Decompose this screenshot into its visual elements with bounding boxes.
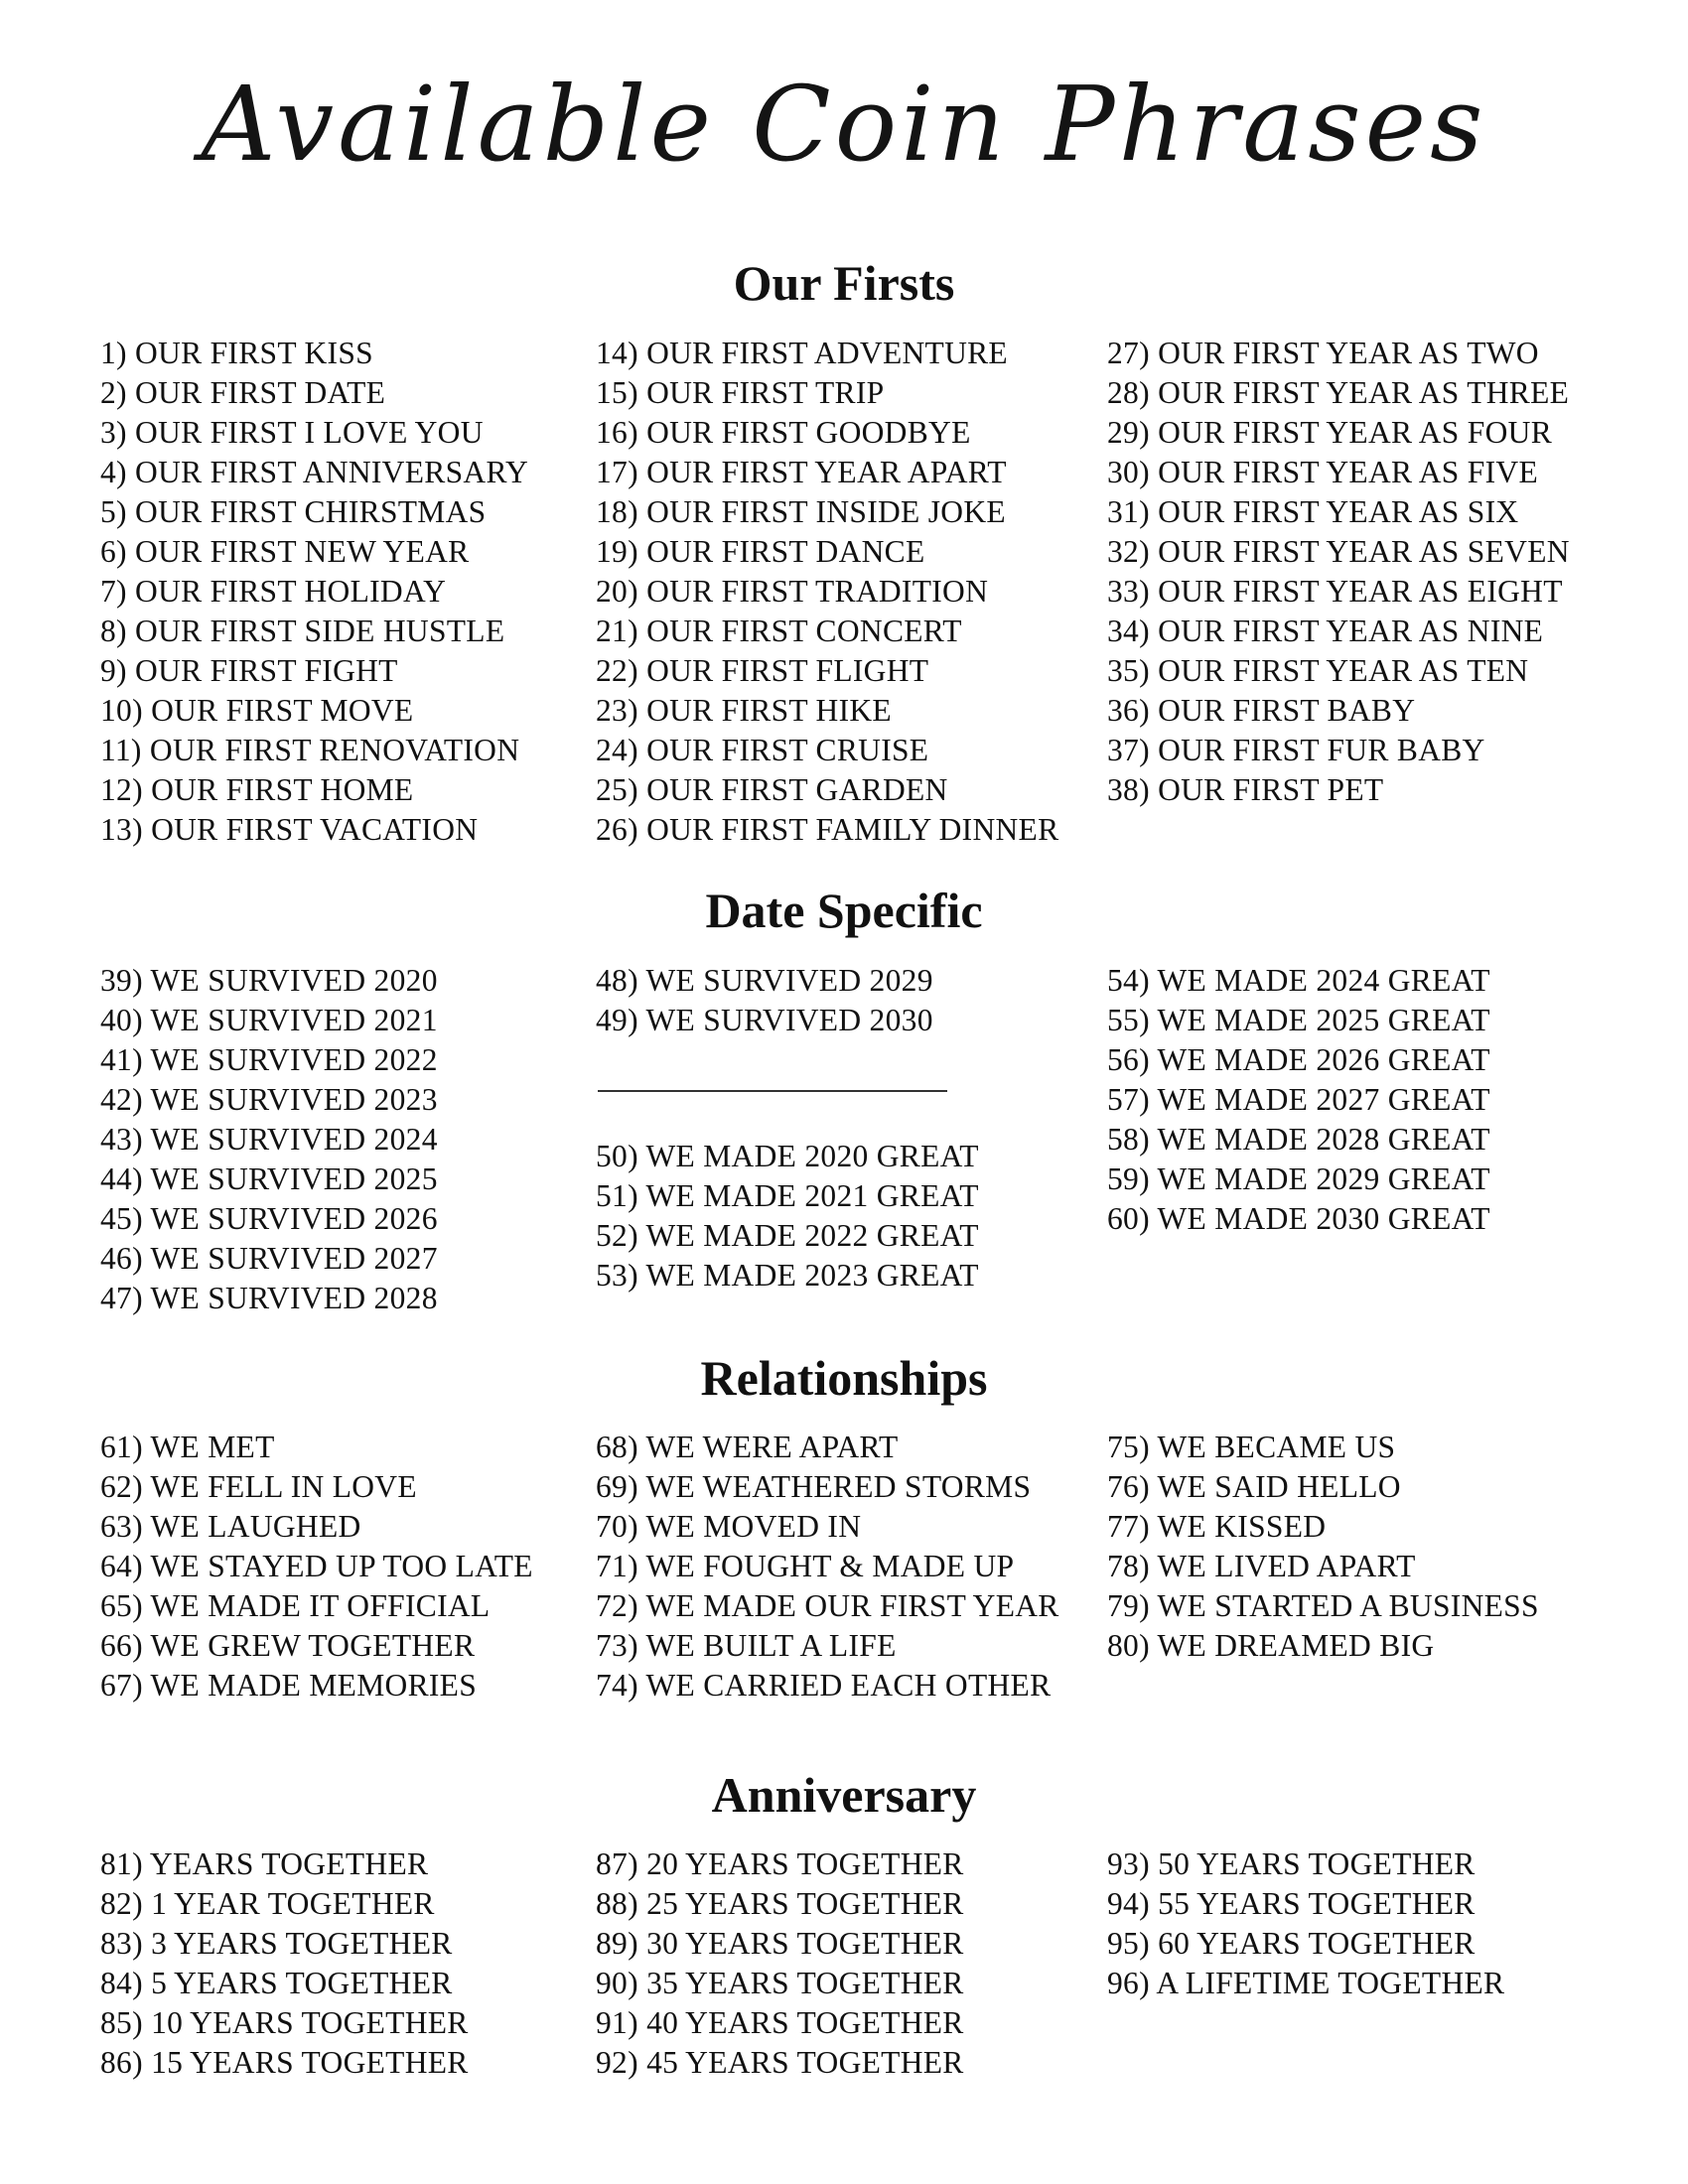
- phrase-item: 80) WE DREAMED BIG: [1107, 1628, 1435, 1663]
- phrase-item: 5) OUR FIRST CHIRSTMAS: [100, 494, 487, 529]
- phrase-item: 61) WE MET: [100, 1430, 275, 1464]
- phrase-item: 14) OUR FIRST ADVENTURE: [596, 336, 1008, 370]
- phrase-item: 66) WE GREW TOGETHER: [100, 1628, 476, 1663]
- anniversary-column-3: [1107, 1844, 1504, 2003]
- phrase-item: 31) OUR FIRST YEAR AS SIX: [1107, 494, 1519, 529]
- phrase-item: 51) WE MADE 2021 GREAT: [596, 1178, 979, 1213]
- phrase-item: 96) A LIFETIME TOGETHER: [1107, 1966, 1505, 2000]
- phrase-item: 33) OUR FIRST YEAR AS EIGHT: [1107, 574, 1563, 609]
- phrase-item: 16) OUR FIRST GOODBYE: [596, 415, 971, 450]
- phrase-item: 45) WE SURVIVED 2026: [100, 1201, 438, 1236]
- phrase-item: 77) WE KISSED: [1107, 1509, 1327, 1544]
- phrase-item: 1) OUR FIRST KISS: [100, 336, 373, 370]
- phrase-item: 56) WE MADE 2026 GREAT: [1107, 1042, 1490, 1077]
- phrase-item: 65) WE MADE IT OFFICIAL: [100, 1588, 491, 1623]
- date-specific-column-2-lower: [596, 1137, 979, 1296]
- phrase-item: 58) WE MADE 2028 GREAT: [1107, 1122, 1490, 1157]
- phrase-item: 25) OUR FIRST GARDEN: [596, 772, 948, 807]
- phrase-item: 9) OUR FIRST FIGHT: [100, 653, 398, 688]
- phrase-item: 87) 20 YEARS TOGETHER: [596, 1846, 964, 1881]
- phrase-item: 54) WE MADE 2024 GREAT: [1107, 963, 1490, 998]
- phrase-item: 89) 30 YEARS TOGETHER: [596, 1926, 964, 1961]
- phrase-item: 13) OUR FIRST VACATION: [100, 812, 479, 847]
- phrase-item: 74) WE CARRIED EACH OTHER: [596, 1668, 1052, 1703]
- phrase-item: 17) OUR FIRST YEAR APART: [596, 455, 1007, 489]
- phrase-item: 93) 50 YEARS TOGETHER: [1107, 1846, 1476, 1881]
- phrase-item: 53) WE MADE 2023 GREAT: [596, 1258, 979, 1293]
- phrase-item: 84) 5 YEARS TOGETHER: [100, 1966, 453, 2000]
- phrase-item: 26) OUR FIRST FAMILY DINNER: [596, 812, 1059, 847]
- phrase-item: 72) WE MADE OUR FIRST YEAR: [596, 1588, 1059, 1623]
- anniversary-column-1: [100, 1844, 469, 2083]
- phrase-item: 4) OUR FIRST ANNIVERSARY: [100, 455, 529, 489]
- phrase-item: 38) OUR FIRST PET: [1107, 772, 1384, 807]
- phrase-item: 2) OUR FIRST DATE: [100, 375, 386, 410]
- phrase-item: 44) WE SURVIVED 2025: [100, 1161, 438, 1196]
- anniversary-column-2: [596, 1844, 964, 2083]
- phrase-item: 36) OUR FIRST BABY: [1107, 693, 1416, 728]
- phrase-item: 62) WE FELL IN LOVE: [100, 1469, 417, 1504]
- phrase-item: 22) OUR FIRST FLIGHT: [596, 653, 929, 688]
- phrase-item: 94) 55 YEARS TOGETHER: [1107, 1886, 1476, 1921]
- phrase-item: 75) WE BECAME US: [1107, 1430, 1396, 1464]
- phrase-item: 15) OUR FIRST TRIP: [596, 375, 885, 410]
- phrase-item: 39) WE SURVIVED 2020: [100, 963, 438, 998]
- phrase-item: 55) WE MADE 2025 GREAT: [1107, 1003, 1490, 1037]
- phrase-item: 71) WE FOUGHT & MADE UP: [596, 1549, 1015, 1583]
- column-divider-line: [598, 1090, 947, 1092]
- phrase-item: 69) WE WEATHERED STORMS: [596, 1469, 1032, 1504]
- phrase-item: 50) WE MADE 2020 GREAT: [596, 1139, 979, 1173]
- phrase-item: 37) OUR FIRST FUR BABY: [1107, 733, 1485, 767]
- phrase-item: 59) WE MADE 2029 GREAT: [1107, 1161, 1490, 1196]
- section-heading-our-firsts: Our Firsts: [733, 255, 955, 311]
- phrase-item: 67) WE MADE MEMORIES: [100, 1668, 478, 1703]
- phrase-item: 64) WE STAYED UP TOO LATE: [100, 1549, 533, 1583]
- phrase-item: 11) OUR FIRST RENOVATION: [100, 733, 520, 767]
- phrase-item: 8) OUR FIRST SIDE HUSTLE: [100, 614, 505, 648]
- phrase-item: 40) WE SURVIVED 2021: [100, 1003, 438, 1037]
- phrase-item: 82) 1 YEAR TOGETHER: [100, 1886, 435, 1921]
- phrase-item: 92) 45 YEARS TOGETHER: [596, 2045, 964, 2080]
- phrase-item: 42) WE SURVIVED 2023: [100, 1082, 438, 1117]
- phrase-item: 20) OUR FIRST TRADITION: [596, 574, 989, 609]
- phrase-item: 41) WE SURVIVED 2022: [100, 1042, 438, 1077]
- phrase-item: 27) OUR FIRST YEAR AS TWO: [1107, 336, 1539, 370]
- phrase-item: 63) WE LAUGHED: [100, 1509, 361, 1544]
- our-firsts-column-2: [596, 334, 1058, 850]
- phrase-item: 60) WE MADE 2030 GREAT: [1107, 1201, 1490, 1236]
- phrase-item: 32) OUR FIRST YEAR AS SEVEN: [1107, 534, 1570, 569]
- phrase-item: 30) OUR FIRST YEAR AS FIVE: [1107, 455, 1538, 489]
- section-heading-relationships: Relationships: [700, 1350, 988, 1406]
- phrase-item: 68) WE WERE APART: [596, 1430, 899, 1464]
- section-heading-date-specific: Date Specific: [705, 883, 983, 938]
- phrase-item: 70) WE MOVED IN: [596, 1509, 862, 1544]
- phrase-item: 48) WE SURVIVED 2029: [596, 963, 933, 998]
- date-specific-column-3: [1107, 961, 1490, 1239]
- phrase-item: 19) OUR FIRST DANCE: [596, 534, 925, 569]
- phrase-item: 28) OUR FIRST YEAR AS THREE: [1107, 375, 1570, 410]
- page-title: Available Coin Phrases: [201, 64, 1487, 185]
- phrase-item: 7) OUR FIRST HOLIDAY: [100, 574, 447, 609]
- relationships-column-1: [100, 1428, 533, 1706]
- date-specific-column-2: [596, 961, 933, 1040]
- phrase-item: 73) WE BUILT A LIFE: [596, 1628, 897, 1663]
- phrase-item: 12) OUR FIRST HOME: [100, 772, 414, 807]
- phrase-item: 46) WE SURVIVED 2027: [100, 1241, 438, 1276]
- section-heading-anniversary: Anniversary: [711, 1767, 977, 1823]
- phrase-item: 18) OUR FIRST INSIDE JOKE: [596, 494, 1006, 529]
- date-specific-column-1: [100, 961, 438, 1318]
- phrase-item: 43) WE SURVIVED 2024: [100, 1122, 438, 1157]
- phrase-item: 52) WE MADE 2022 GREAT: [596, 1218, 979, 1253]
- phrase-item: 90) 35 YEARS TOGETHER: [596, 1966, 964, 2000]
- phrase-item: 81) YEARS TOGETHER: [100, 1846, 429, 1881]
- relationships-column-2: [596, 1428, 1059, 1706]
- phrase-item: 91) 40 YEARS TOGETHER: [596, 2005, 964, 2040]
- phrase-item: 29) OUR FIRST YEAR AS FOUR: [1107, 415, 1553, 450]
- phrase-item: 79) WE STARTED A BUSINESS: [1107, 1588, 1539, 1623]
- phrase-item: 86) 15 YEARS TOGETHER: [100, 2045, 469, 2080]
- our-firsts-column-1: [100, 334, 528, 850]
- our-firsts-column-3: [1107, 334, 1570, 810]
- phrase-item: 57) WE MADE 2027 GREAT: [1107, 1082, 1490, 1117]
- phrase-item: 10) OUR FIRST MOVE: [100, 693, 414, 728]
- relationships-column-3: [1107, 1428, 1539, 1666]
- phrase-item: 76) WE SAID HELLO: [1107, 1469, 1401, 1504]
- phrase-item: 95) 60 YEARS TOGETHER: [1107, 1926, 1476, 1961]
- phrase-item: 83) 3 YEARS TOGETHER: [100, 1926, 453, 1961]
- phrase-item: 3) OUR FIRST I LOVE YOU: [100, 415, 484, 450]
- phrase-item: 6) OUR FIRST NEW YEAR: [100, 534, 470, 569]
- phrase-item: 78) WE LIVED APART: [1107, 1549, 1416, 1583]
- phrase-item: 88) 25 YEARS TOGETHER: [596, 1886, 964, 1921]
- phrase-item: 47) WE SURVIVED 2028: [100, 1281, 438, 1315]
- phrase-item: 34) OUR FIRST YEAR AS NINE: [1107, 614, 1544, 648]
- phrase-item: 23) OUR FIRST HIKE: [596, 693, 892, 728]
- phrase-item: 49) WE SURVIVED 2030: [596, 1003, 933, 1037]
- phrase-item: 85) 10 YEARS TOGETHER: [100, 2005, 469, 2040]
- phrase-item: 21) OUR FIRST CONCERT: [596, 614, 962, 648]
- phrase-item: 35) OUR FIRST YEAR AS TEN: [1107, 653, 1529, 688]
- phrase-item: 24) OUR FIRST CRUISE: [596, 733, 929, 767]
